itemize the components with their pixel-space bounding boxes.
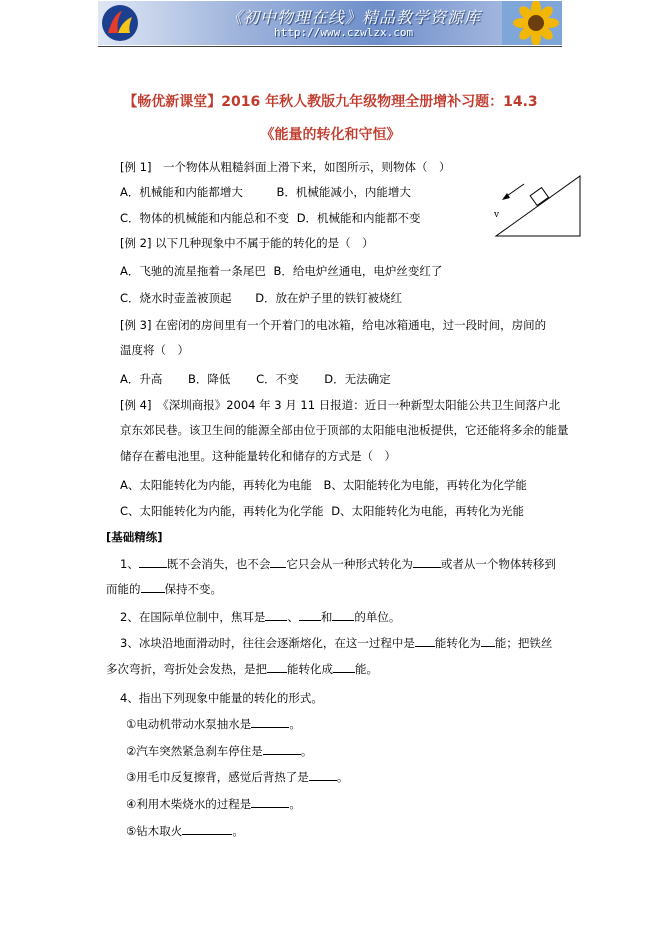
p4-item-4-period: 。 bbox=[289, 797, 301, 811]
p4-item-3-period: 。 bbox=[336, 770, 349, 784]
ex2-options-ab bbox=[120, 263, 442, 279]
p2-text-2: 、 bbox=[287, 610, 299, 624]
ex3-options bbox=[120, 371, 391, 387]
p4-item-4-blank[interactable] bbox=[251, 797, 289, 808]
sunflower-icon bbox=[502, 1, 562, 45]
p4-item-5-text: ⑤钻木取火 bbox=[126, 824, 183, 838]
p1-text-3: 或者从一个物体转移到 bbox=[440, 557, 556, 571]
ex4-option-d: D、太阳能转化为电能，再转化为光能 bbox=[331, 504, 525, 518]
incline-diagram bbox=[492, 172, 584, 240]
ex2-option-b: B．给电炉丝通电，电炉丝变红了 bbox=[273, 264, 443, 278]
p4-item-1 bbox=[126, 716, 301, 732]
p4-item-1-blank[interactable] bbox=[251, 717, 289, 728]
p1-blank-4[interactable] bbox=[141, 582, 165, 593]
doc-title-line2: 《能量的转化和守恒》 bbox=[260, 127, 401, 143]
p4-item-4-text: ④利用木柴烧水的过程是 bbox=[126, 797, 252, 811]
p3-text-3: 能；把铁丝 bbox=[494, 636, 553, 650]
header-banner bbox=[98, 1, 562, 45]
p3-blank-1[interactable] bbox=[415, 636, 435, 647]
ex4-question-line1: [例 4] 《深圳商报》2004 年 3 月 11 日报道：近日一种新型太阳能公共卫生间落户北 bbox=[120, 398, 561, 412]
ex1-option-a: A．机械能和内能都增大 bbox=[120, 185, 243, 199]
p2-text-4: 的单位。 bbox=[354, 610, 401, 624]
ex2-question: [例 2] 以下几种现象中不属于能的转化的是（ ） bbox=[120, 236, 374, 250]
p1-blank-3[interactable] bbox=[413, 557, 441, 568]
p4-item-3 bbox=[126, 769, 348, 785]
p2-line bbox=[120, 609, 400, 625]
p1-text-1: 既不会消失，也不会 bbox=[166, 557, 271, 571]
ex4-option-b: B、太阳能转化为电能，再转化为化学能 bbox=[323, 478, 527, 492]
p1-blank-2[interactable] bbox=[270, 557, 286, 568]
p3-text-1: 3、冰块沿地面滑动时，往往会逐渐熔化，在这一过程中是 bbox=[120, 636, 415, 650]
doc-title-line1: 【畅优新课堂】2016 年秋人教版九年级物理全册增补习题：14.3 bbox=[123, 94, 538, 110]
ex1-options-cd bbox=[120, 210, 421, 226]
ex1-options-ab bbox=[120, 184, 411, 200]
ex4-options-ab bbox=[120, 477, 527, 493]
ex1-question: [例 1] 一个物体从粗糙斜面上滑下来，如图所示，则物体（ ） bbox=[120, 160, 451, 174]
site-logo-icon bbox=[100, 3, 140, 43]
ex4-option-a: A、太阳能转化为内能，再转化为电能 bbox=[120, 478, 312, 492]
p3-blank-4[interactable] bbox=[333, 662, 355, 673]
ex3-option-b: B．降低 bbox=[188, 372, 231, 386]
p4-item-2-text: ②汽车突然紧急刹车停住是 bbox=[126, 744, 263, 758]
section-heading: [基础精练] bbox=[106, 530, 163, 544]
p3-text-4: 多次弯折，弯折处会发热，是把 bbox=[106, 662, 267, 676]
ex2-option-c: C．烧水时壶盖被顶起 bbox=[120, 291, 232, 305]
ex2-option-d: D．放在炉子里的铁钉被烧红 bbox=[255, 291, 403, 305]
p2-blank-2[interactable] bbox=[299, 610, 321, 621]
p3-text-6: 能。 bbox=[355, 662, 378, 676]
p1-text-5: 保持不变。 bbox=[164, 582, 222, 596]
p3-text-5: 能转化成 bbox=[287, 662, 333, 676]
p4-item-5 bbox=[126, 823, 244, 839]
ex2-option-a: A．飞驰的流星拖着一条尾巴 bbox=[120, 264, 266, 278]
p2-text-1: 2、在国际单位制中，焦耳是 bbox=[120, 610, 266, 624]
p1-line2 bbox=[106, 581, 222, 597]
p1-text-2: 它只会从一种形式转化为 bbox=[286, 557, 413, 571]
ex4-options-cd bbox=[120, 503, 524, 519]
ex3-option-a: A．升高 bbox=[120, 372, 163, 386]
p4-item-2-blank[interactable] bbox=[263, 744, 301, 755]
p4-item-3-blank[interactable] bbox=[309, 770, 337, 781]
banner-url: http://www.czwlzx.com bbox=[274, 26, 414, 39]
velocity-label: v bbox=[494, 210, 500, 220]
ex1-option-b: B．机械能减小，内能增大 bbox=[276, 185, 411, 199]
p2-blank-1[interactable] bbox=[265, 610, 287, 621]
p3-line1 bbox=[120, 635, 552, 651]
ex3-option-d: D．无法确定 bbox=[324, 372, 391, 386]
banner-title: 《初中物理在线》精品教学资源库 bbox=[226, 8, 482, 27]
ex2-options-cd bbox=[120, 290, 402, 306]
p3-text-2: 能转化为 bbox=[434, 636, 481, 650]
p1-line1 bbox=[120, 556, 556, 572]
ex3-option-c: C．不变 bbox=[256, 372, 299, 386]
header-divider bbox=[98, 46, 562, 47]
ex1-option-c: C．物体的机械能和内能总和不变 bbox=[120, 211, 290, 225]
ex4-question-line2: 京东郊民巷。该卫生间的能源全部由位于顶部的太阳能电池板提供，它还能将多余的能量 bbox=[120, 423, 569, 437]
p4-item-1-text: ①电动机带动水泵抽水是 bbox=[126, 717, 252, 731]
ex3-question-line1: [例 3] 在密闭的房间里有一个开着门的电冰箱，给电冰箱通电，过一段时间，房间的 bbox=[120, 318, 547, 332]
p3-blank-2[interactable] bbox=[481, 636, 495, 647]
p4-item-1-period: 。 bbox=[289, 717, 301, 731]
p4-item-3-text: ③用毛巾反复擦背，感觉后背热了是 bbox=[126, 770, 309, 784]
ex4-option-c: C、太阳能转化为内能，再转化为化学能 bbox=[120, 504, 324, 518]
p4-item-5-blank[interactable] bbox=[182, 824, 232, 835]
ex4-question-line3: 储存在蓄电池里。这种能量转化和储存的方式是（ ） bbox=[120, 449, 396, 463]
p1-number: 1、 bbox=[120, 557, 139, 571]
p1-blank-1[interactable] bbox=[139, 557, 167, 568]
p3-line2 bbox=[106, 661, 378, 677]
p4-heading: 4、指出下列现象中能量的转化的形式。 bbox=[120, 691, 323, 705]
p1-text-4: 而能的 bbox=[106, 582, 141, 596]
ex3-question-line2: 温度将（ ） bbox=[120, 343, 189, 357]
p4-item-4 bbox=[126, 796, 301, 812]
p4-item-2-period: 。 bbox=[300, 744, 313, 758]
p2-text-3: 和 bbox=[320, 610, 333, 624]
p2-blank-3[interactable] bbox=[332, 610, 354, 621]
p4-item-2 bbox=[126, 743, 312, 759]
p3-blank-3[interactable] bbox=[267, 662, 287, 673]
ex1-option-d: D．机械能和内能都不变 bbox=[296, 211, 421, 225]
p4-item-5-period: 。 bbox=[232, 824, 244, 838]
